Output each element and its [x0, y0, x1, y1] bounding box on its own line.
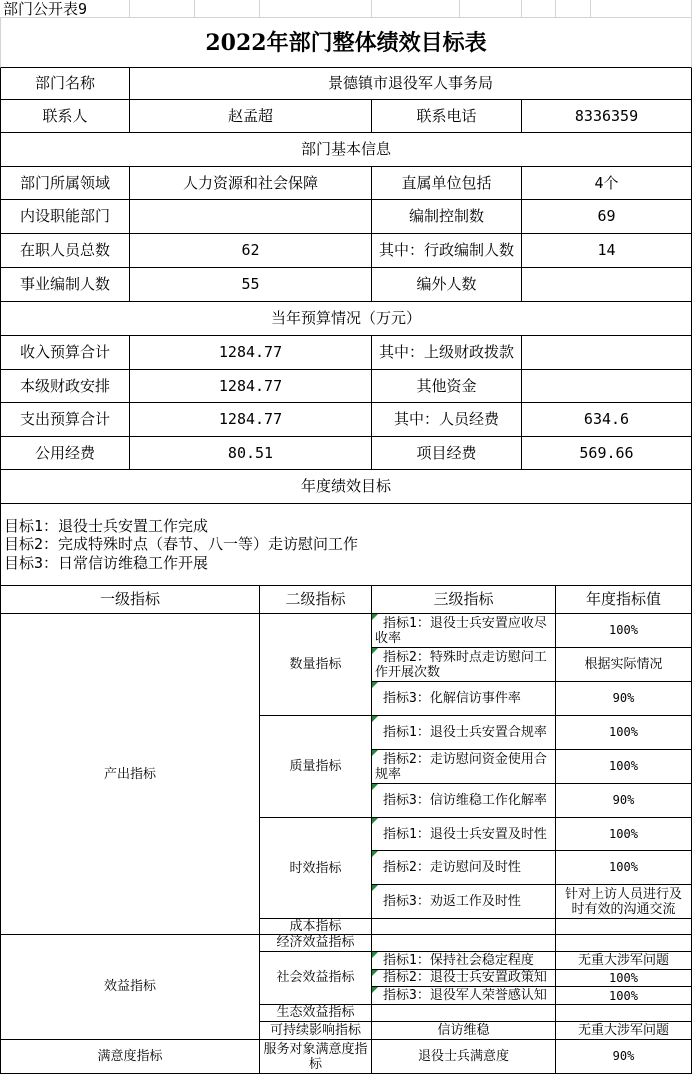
level2-sustainable-label: 可持续影响指标 — [260, 1022, 372, 1040]
dept-name-value: 景德镇市退役军人事务局 — [130, 68, 692, 100]
budget-row — [0, 403, 692, 437]
budget-label: 其中：上级财政拨款 — [372, 336, 522, 370]
contact-value: 赵孟超 — [130, 100, 372, 133]
budget-section-title: 当年预算情况（万元） — [0, 302, 692, 336]
info-label: 事业编制人数 — [0, 268, 130, 302]
basic-info-section-title: 部门基本信息 — [0, 133, 692, 167]
level3-indicator-name: 指标2：特殊时点走访慰问工作开展次数 — [372, 648, 556, 682]
budget-label: 收入预算合计 — [0, 336, 130, 370]
info-value — [130, 200, 372, 234]
info-label: 编制控制数 — [372, 200, 522, 234]
level1-benefit-label: 效益指标 — [0, 935, 260, 1040]
basic-info-row — [0, 200, 692, 234]
goals-section-title: 年度绩效目标 — [0, 470, 692, 504]
empty-cell — [522, 0, 556, 18]
indicator-target-value: 100% — [556, 750, 692, 784]
level2-service-satisfaction-label: 服务对象满意度指标 — [260, 1040, 372, 1074]
level3-indicator-name: 指标3：信访维稳工作化解率 — [372, 784, 556, 818]
dept-name-label: 部门名称 — [0, 68, 130, 100]
budget-value: 569.66 — [522, 437, 692, 470]
empty-cell — [372, 0, 460, 18]
level2-timeliness-label: 时效指标 — [260, 818, 372, 919]
empty-cell — [556, 1005, 692, 1022]
budget-value: 1284.77 — [130, 403, 372, 437]
budget-label: 公用经费 — [0, 437, 130, 470]
budget-value — [522, 370, 692, 403]
empty-cell — [195, 0, 260, 18]
empty-cell — [556, 0, 591, 18]
level2-quantity-label: 数量指标 — [260, 614, 372, 716]
level3-indicator-name: 指标3：退役军人荣誉感认知 — [372, 987, 556, 1005]
level2-quality-label: 质量指标 — [260, 716, 372, 818]
level3-indicator-name: 指标1：保持社会稳定程度 — [372, 952, 556, 970]
budget-label: 项目经费 — [372, 437, 522, 470]
phone-value: 8336359 — [522, 100, 692, 133]
info-label: 其中：行政编制人数 — [372, 234, 522, 268]
level3-indicator-name: 指标3：化解信访事件率 — [372, 682, 556, 716]
empty-cell — [591, 0, 692, 18]
level1-satisfaction-label: 满意度指标 — [0, 1040, 260, 1074]
empty-cell — [372, 919, 556, 935]
budget-row — [0, 437, 692, 470]
empty-cell — [460, 0, 522, 18]
info-value: 69 — [522, 200, 692, 234]
indicator-target-value: 90% — [556, 1040, 692, 1074]
indicator-target-value: 根据实际情况 — [556, 648, 692, 682]
indicator-target-value: 100% — [556, 818, 692, 851]
level3-indicator-name: 信访维稳 — [372, 1022, 556, 1040]
empty-cell — [130, 0, 195, 18]
indicator-target-value: 针对上访人员进行及时有效的沟通交流 — [556, 885, 692, 919]
budget-row — [0, 370, 692, 403]
indicator-target-value: 100% — [556, 716, 692, 750]
basic-info-row — [0, 234, 692, 268]
indicator-target-value: 无重大涉军问题 — [556, 1022, 692, 1040]
level2-social-label: 社会效益指标 — [260, 952, 372, 1005]
info-label: 部门所属领域 — [0, 167, 130, 200]
info-value — [522, 268, 692, 302]
info-label: 直属单位包括 — [372, 167, 522, 200]
info-label: 在职人员总数 — [0, 234, 130, 268]
indicator-target-value: 100% — [556, 614, 692, 648]
budget-label: 支出预算合计 — [0, 403, 130, 437]
empty-cell — [556, 935, 692, 952]
info-label: 内设职能部门 — [0, 200, 130, 234]
budget-value — [522, 336, 692, 370]
header-target: 年度指标值 — [556, 586, 692, 614]
info-value: 4个 — [522, 167, 692, 200]
indicator-target-value: 90% — [556, 784, 692, 818]
budget-label: 其中：人员经费 — [372, 403, 522, 437]
budget-label: 其他资金 — [372, 370, 522, 403]
level3-indicator-name: 指标1：退役士兵安置应收尽收率 — [372, 614, 556, 648]
budget-value: 1284.77 — [130, 370, 372, 403]
goal-item: 目标2：完成特殊时点（春节、八一等）走访慰问工作 — [4, 535, 359, 554]
level3-indicator-name: 指标3：劝返工作及时性 — [372, 885, 556, 919]
level2-cost-label: 成本指标 — [260, 919, 372, 935]
goal-item: 目标1：退役士兵安置工作完成 — [4, 516, 209, 535]
level3-indicator-name: 指标1：退役士兵安置及时性 — [372, 818, 556, 851]
empty-cell — [556, 919, 692, 935]
info-value: 62 — [130, 234, 372, 268]
goal-item: 目标3：日常信访维稳工作开展 — [4, 553, 209, 572]
empty-cell — [260, 0, 372, 18]
empty-cell — [372, 1005, 556, 1022]
header-level3: 三级指标 — [372, 586, 556, 614]
page-title: 2022年部门整体绩效目标表 — [0, 18, 692, 68]
info-value: 14 — [522, 234, 692, 268]
level3-indicator-name: 指标2：走访慰问及时性 — [372, 851, 556, 885]
info-value: 人力资源和社会保障 — [130, 167, 372, 200]
empty-cell — [372, 935, 556, 952]
indicator-target-value: 90% — [556, 682, 692, 716]
header-level1: 一级指标 — [0, 586, 260, 614]
info-value: 55 — [130, 268, 372, 302]
level3-indicator-name: 退役士兵满意度 — [372, 1040, 556, 1074]
budget-value: 634.6 — [522, 403, 692, 437]
indicator-target-value: 无重大涉军问题 — [556, 952, 692, 970]
phone-label: 联系电话 — [372, 100, 522, 133]
budget-value: 80.51 — [130, 437, 372, 470]
indicator-target-value: 100% — [556, 851, 692, 885]
level3-indicator-name: 指标1：退役士兵安置合规率 — [372, 716, 556, 750]
budget-label: 本级财政安排 — [0, 370, 130, 403]
contact-label: 联系人 — [0, 100, 130, 133]
budget-row — [0, 336, 692, 370]
basic-info-row — [0, 268, 692, 302]
info-label: 编外人数 — [372, 268, 522, 302]
level3-indicator-name: 指标2：走访慰问资金使用合规率 — [372, 750, 556, 784]
indicator-target-value: 100% — [556, 987, 692, 1005]
budget-value: 1284.77 — [130, 336, 372, 370]
level2-ecological-label: 生态效益指标 — [260, 1005, 372, 1022]
level1-output-label: 产出指标 — [0, 614, 260, 935]
indicator-target-value: 100% — [556, 970, 692, 987]
level2-economic-label: 经济效益指标 — [260, 935, 372, 952]
level3-indicator-name: 指标2：退役士兵安置政策知 — [372, 970, 556, 987]
goals-list — [0, 504, 692, 586]
basic-info-row — [0, 167, 692, 200]
header-level2: 二级指标 — [260, 586, 372, 614]
sheet-number-label: 部门公开表9 — [0, 0, 130, 18]
